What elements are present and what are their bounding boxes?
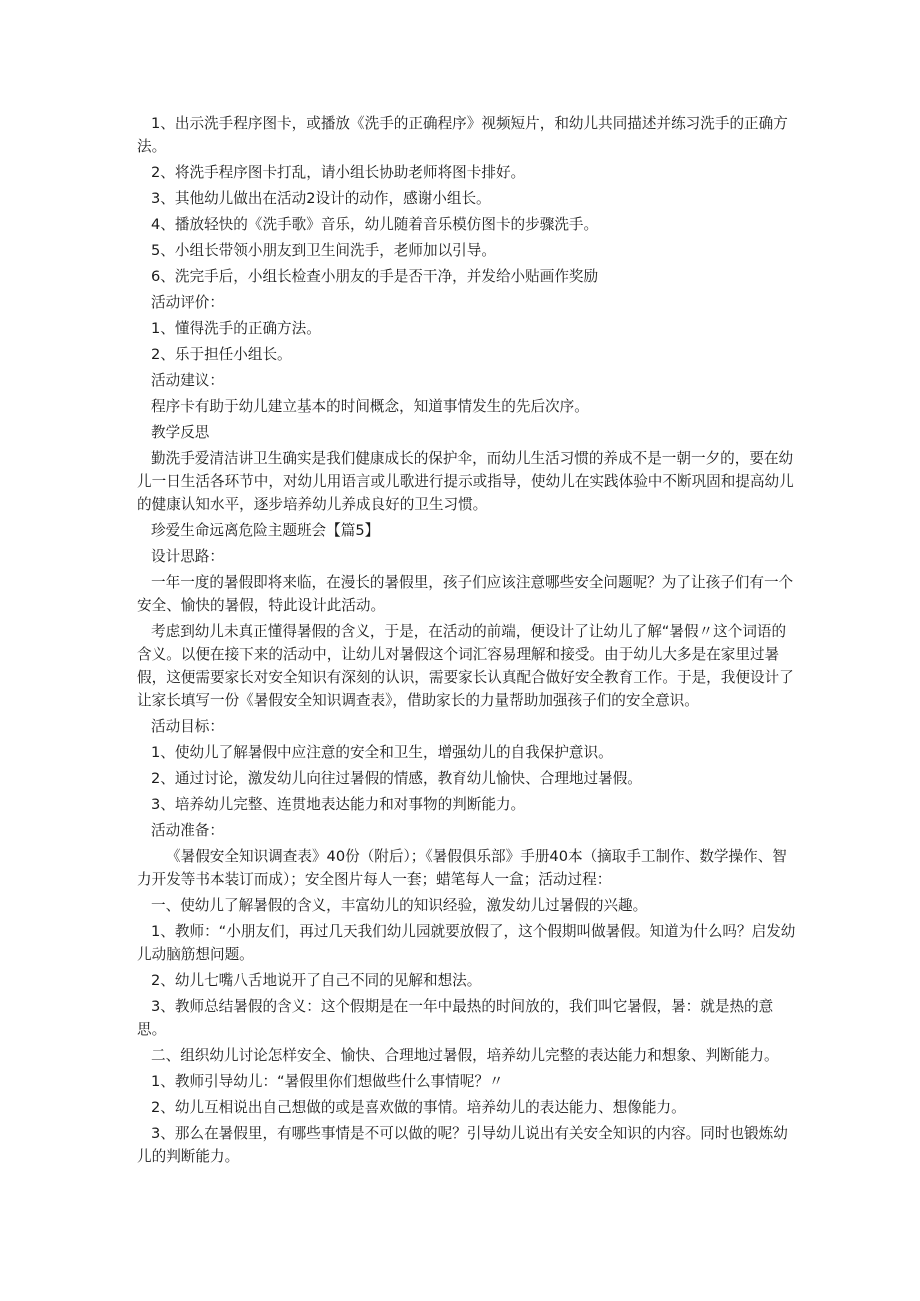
section-heading: 教学反思 [151,424,210,441]
paragraph: 2、通过讨论，激发幼儿向往过暑假的情感，教育幼儿愉快、合理地过暑假。 [151,770,642,787]
paragraph: 1、懂得洗手的正确方法。 [151,320,321,337]
section-heading: 活动评价： [151,294,224,311]
paragraph: 程序卡有助于幼儿建立基本的时间概念，知道事情发生的先后次序。 [151,398,589,415]
article-title: 珍爱生命远离危险主题班会【篇5】 [151,522,380,539]
paragraph: 3、培养幼儿完整、连贯地表达能力和对事物的判断能力。 [151,796,526,813]
paragraph: 2、乐于担任小组长。 [151,346,292,363]
paragraph: 一年一度的暑假即将来临，在漫长的暑假里，孩子们应该注意哪些安全问题呢？为了让孩子们有一个安全、愉快的暑假，特此设计此活动。 [137,574,794,614]
paragraph: 1、使幼儿了解暑假中应注意的安全和卫生，增强幼儿的自我保护意识。 [151,744,613,761]
section-heading: 活动建议： [151,372,224,389]
paragraph: 二、组织幼儿讨论怎样安全、愉快、合理地过暑假，培养幼儿完整的表达能力和想象、判断能力。 [151,1047,779,1064]
section-heading: 设计思路： [151,548,224,565]
paragraph: 考虑到幼儿未真正懂得暑假的含义，于是，在活动的前端，便设计了让幼儿了解“暑假〃这个词语的含义。以便在接下来的活动中，让幼儿对暑假这个词汇容易理解和接受。由于幼儿大多是在家里过暑假，这便需要家长对安全知识有深刻的认识，需要家长认真配合做好安全教育工作。于是，我便设计了让家长填写一份《暑假安全知识调查表》，借助家长的力量帮助加强孩子们的安全意识。 [137,623,794,709]
paragraph: 3、教师总结暑假的含义：这个假期是在一年中最热的时间放的，我们叫它暑假，暑：就是热的意思。 [137,998,774,1038]
paragraph: 勤洗手爱清洁讲卫生确实是我们健康成长的保护伞，而幼儿生活习惯的养成不是一朝一夕的，要在幼儿一日生活各环节中，对幼儿用语言或儿歌进行提示或指导，使幼儿在实践体验中不断巩固和提高幼儿的健康认知水平，逐步培养幼儿养成良好的卫生习惯。 [137,450,794,513]
paragraph: 1、出示洗手程序图卡，或播放《洗手的正确程序》视频短片，和幼儿共同描述并练习洗手的正确方法。 [137,115,788,155]
paragraph: 2、幼儿互相说出自己想做的或是喜欢做的事情。培养幼儿的表达能力、想像能力。 [151,1099,686,1116]
paragraph: 6、洗完手后，小组长检查小朋友的手是否干净，并发给小贴画作奖励 [151,268,599,285]
paragraph: 5、小组长带领小朋友到卫生间洗手，老师加以引导。 [151,242,496,259]
paragraph: 1、教师引导幼儿：“暑假里你们想做些什么事情呢？〃 [151,1073,504,1090]
document-body [137,112,797,1171]
paragraph: 4、播放轻快的《洗手歌》音乐，幼儿随着音乐模仿图卡的步骤洗手。 [151,216,599,233]
paragraph: 3、那么在暑假里，有哪些事情是不可以做的呢？引导幼儿说出有关安全知识的内容。同时也锻炼幼儿的判断能力。 [137,1125,788,1165]
paragraph: 《暑假安全知识调查表》40份（附后）；《暑假俱乐部》手册40本（摘取手工制作、数学操作、智力开发等书本装订而成）；安全图片每人一套；蜡笔每人一盒；活动过程： [137,848,787,888]
paragraph: 2、幼儿七嘴八舌地说开了自己不同的见解和想法。 [151,972,482,989]
paragraph: 1、教师：“小朋友们，再过几天我们幼儿园就要放假了，这个假期叫做暑假。知道为什么吗？启发幼儿动脑筋想问题。 [137,923,796,963]
section-heading: 活动目标： [151,718,224,735]
paragraph: 一、使幼儿了解暑假的含义，丰富幼儿的知识经验，激发幼儿过暑假的兴趣。 [151,897,648,914]
section-heading: 活动准备： [151,822,224,839]
paragraph: 2、将洗手程序图卡打乱，请小组长协助老师将图卡排好。 [151,164,526,181]
paragraph: 3、其他幼儿做出在活动2设计的动作，感谢小组长。 [151,190,491,207]
